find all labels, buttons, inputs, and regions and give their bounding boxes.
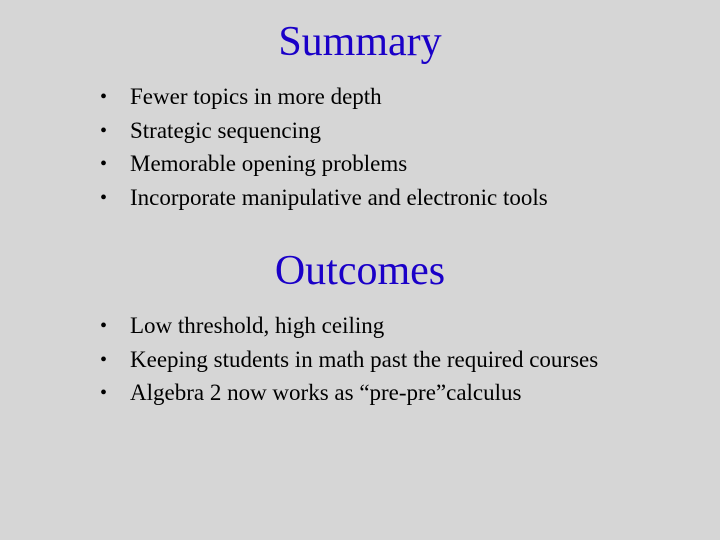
outcomes-heading: Outcomes	[274, 248, 446, 294]
bullet-icon: •	[100, 315, 108, 337]
bullet-icon: •	[100, 86, 108, 108]
summary-item-text: Fewer topics in more depth	[130, 84, 382, 109]
summary-item-text: Strategic sequencing	[130, 117, 321, 143]
summary-item-text: Memorable opening problems	[130, 151, 408, 176]
outcomes-item-text: Algebra 2 now works as “pre-pre”calculus	[130, 380, 522, 405]
summary-item-text: Incorporate manipulative and electronic tools	[130, 184, 548, 210]
bullet-icon: •	[100, 119, 108, 142]
summary-heading: Summary	[278, 19, 442, 65]
outcomes-item-text: Keeping students in math past the required courses	[130, 346, 599, 372]
bullet-icon: •	[100, 382, 108, 404]
bullet-icon: •	[100, 348, 108, 371]
bullet-icon: •	[100, 153, 108, 175]
outcomes-item-text: Low threshold, high ceiling	[130, 313, 385, 338]
bullet-icon: •	[100, 186, 108, 209]
